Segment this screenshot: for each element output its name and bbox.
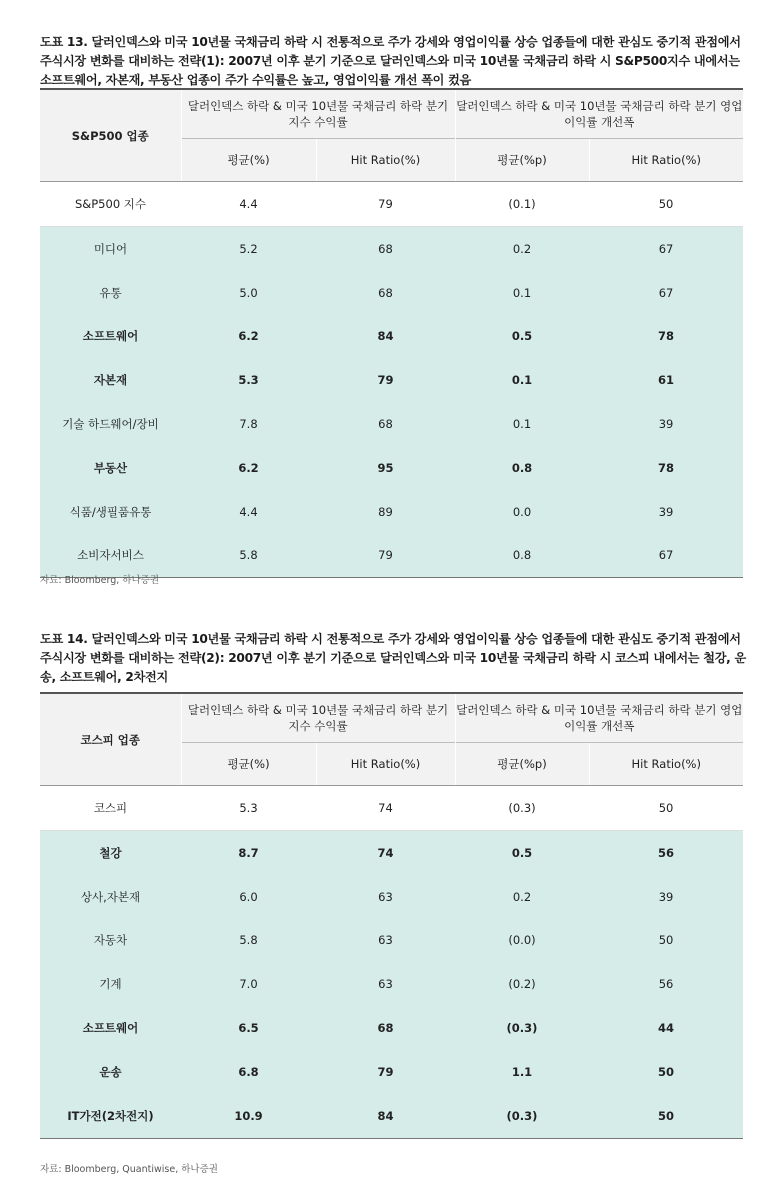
avg-return: 6.2 — [181, 446, 316, 490]
hit-ratio: 63 — [316, 875, 455, 919]
avg-margin-change: (0.1) — [455, 182, 589, 227]
sector-name: 자동차 — [40, 919, 181, 963]
sector-name: 철강 — [40, 831, 181, 875]
avg-margin-change: (0.3) — [455, 1006, 589, 1050]
avg-margin-change: (0.0) — [455, 919, 589, 963]
table-row — [40, 962, 743, 1006]
sector-name: IT가전(2차전지) — [40, 1094, 181, 1138]
hit-ratio-margin: 44 — [589, 1006, 743, 1050]
hit-ratio: 68 — [316, 227, 455, 271]
hit-ratio: 74 — [316, 786, 455, 831]
sector-name: 운송 — [40, 1050, 181, 1094]
table-row — [40, 875, 743, 919]
avg-margin-change: 0.5 — [455, 315, 589, 359]
hit-ratio: 79 — [316, 182, 455, 227]
avg-margin-change: (0.2) — [455, 962, 589, 1006]
sector-name: 코스피 — [40, 786, 181, 831]
hit-ratio-margin: 67 — [589, 271, 743, 315]
avg-return: 6.2 — [181, 315, 316, 359]
hit-ratio-margin: 67 — [589, 534, 743, 578]
sector-name: S&P500 지수 — [40, 182, 181, 227]
avg-margin-change: 0.0 — [455, 490, 589, 534]
hit-ratio-margin: 56 — [589, 962, 743, 1006]
sector-name: 부동산 — [40, 446, 181, 490]
sector-name: 유통 — [40, 271, 181, 315]
sector-name: 소프트웨어 — [40, 315, 181, 359]
avg-margin-change: 0.8 — [455, 446, 589, 490]
hit-ratio-margin: 39 — [589, 875, 743, 919]
table14-sub-avg: 평균(%) — [181, 743, 316, 786]
avg-return: 6.8 — [181, 1050, 316, 1094]
avg-return: 5.3 — [181, 786, 316, 831]
avg-margin-change: (0.3) — [455, 1094, 589, 1138]
table-row — [40, 446, 743, 490]
avg-margin-change: 0.2 — [455, 227, 589, 271]
avg-return: 5.8 — [181, 919, 316, 963]
hit-ratio-margin: 78 — [589, 315, 743, 359]
hit-ratio: 74 — [316, 831, 455, 875]
avg-margin-change: 0.5 — [455, 831, 589, 875]
hit-ratio-margin: 67 — [589, 227, 743, 271]
avg-margin-change: 0.2 — [455, 875, 589, 919]
table14-group-returns: 달러인덱스 하락 & 미국 10년물 국채금리 하락 분기 지수 수익률 — [181, 693, 455, 743]
table-row — [40, 831, 743, 875]
table14-sub-hit: Hit Ratio(%) — [316, 743, 455, 786]
avg-return: 10.9 — [181, 1094, 316, 1138]
hit-ratio-margin: 39 — [589, 402, 743, 446]
hit-ratio: 89 — [316, 490, 455, 534]
avg-return: 8.7 — [181, 831, 316, 875]
table13-sub-hit: Hit Ratio(%) — [316, 139, 455, 182]
table-row — [40, 1094, 743, 1138]
avg-return: 4.4 — [181, 490, 316, 534]
hit-ratio-margin: 78 — [589, 446, 743, 490]
table-row — [40, 227, 743, 271]
sector-name: 기술 하드웨어/장비 — [40, 402, 181, 446]
table-row — [40, 315, 743, 359]
table-row — [40, 271, 743, 315]
sector-name: 상사,자본재 — [40, 875, 181, 919]
table13-sector-header: S&P500 업종 — [40, 89, 181, 182]
hit-ratio: 68 — [316, 271, 455, 315]
hit-ratio: 63 — [316, 919, 455, 963]
sector-name: 식품/생필품유통 — [40, 490, 181, 534]
table-row — [40, 786, 743, 831]
table14-sector-header: 코스피 업종 — [40, 693, 181, 786]
sector-name: 미디어 — [40, 227, 181, 271]
hit-ratio-margin: 50 — [589, 1094, 743, 1138]
hit-ratio: 95 — [316, 446, 455, 490]
hit-ratio-margin: 61 — [589, 358, 743, 402]
table13-sub-hit2: Hit Ratio(%) — [589, 139, 743, 182]
hit-ratio: 79 — [316, 534, 455, 578]
table-row — [40, 490, 743, 534]
hit-ratio: 84 — [316, 1094, 455, 1138]
table-row — [40, 1050, 743, 1094]
hit-ratio: 68 — [316, 1006, 455, 1050]
table-row — [40, 402, 743, 446]
table-row — [40, 919, 743, 963]
table13-source: 자료: Bloomberg, 하나증권 — [40, 575, 160, 586]
avg-margin-change: (0.3) — [455, 786, 589, 831]
avg-return: 4.4 — [181, 182, 316, 227]
table13-sub-avgp: 평균(%p) — [455, 139, 589, 182]
hit-ratio-margin: 56 — [589, 831, 743, 875]
table13-sub-avg: 평균(%) — [181, 139, 316, 182]
sector-name: 기계 — [40, 962, 181, 1006]
hit-ratio: 79 — [316, 358, 455, 402]
avg-margin-change: 0.1 — [455, 271, 589, 315]
avg-return: 5.2 — [181, 227, 316, 271]
avg-margin-change: 0.1 — [455, 402, 589, 446]
sector-name: 자본재 — [40, 358, 181, 402]
table14-sub-hit2: Hit Ratio(%) — [589, 743, 743, 786]
hit-ratio-margin: 50 — [589, 1050, 743, 1094]
hit-ratio-margin: 50 — [589, 182, 743, 227]
sector-name: 소비자서비스 — [40, 534, 181, 578]
hit-ratio: 79 — [316, 1050, 455, 1094]
avg-return: 5.3 — [181, 358, 316, 402]
hit-ratio: 68 — [316, 402, 455, 446]
hit-ratio-margin: 50 — [589, 919, 743, 963]
hit-ratio: 63 — [316, 962, 455, 1006]
hit-ratio-margin: 39 — [589, 490, 743, 534]
table14-source: 자료: Bloomberg, Quantiwise, 하나증권 — [40, 1164, 218, 1175]
table13-group-margin: 달러인덱스 하락 & 미국 10년물 국채금리 하락 분기 영업이익률 개선폭 — [455, 89, 743, 139]
table-row — [40, 1006, 743, 1050]
avg-margin-change: 0.1 — [455, 358, 589, 402]
table13-caption: 도표 13. 달러인덱스와 미국 10년물 국채금리 하락 시 전통적으로 주가 강세와 영업이익률 상승 업종들에 대한 관심도 중기적 관점에서 주식시장 변화를 대비하는 전략(1): 2007년 이후 분기 기준으로 달러인덱스와 미국 10년물 국채금리 하락 시 S&P500지수 내에서는 소프트웨어, 자본재, 부동산 업종이 주가 수익률은 높고, 영업이익률 개선 폭이 컸음 — [40, 35, 741, 87]
avg-margin-change: 1.1 — [455, 1050, 589, 1094]
table14-sub-avgp: 평균(%p) — [455, 743, 589, 786]
hit-ratio-margin: 50 — [589, 786, 743, 831]
sector-name: 소프트웨어 — [40, 1006, 181, 1050]
avg-return: 7.8 — [181, 402, 316, 446]
avg-return: 7.0 — [181, 962, 316, 1006]
table14-caption: 도표 14. 달러인덱스와 미국 10년물 국채금리 하락 시 전통적으로 주가 강세와 영업이익률 상승 업종들에 대한 관심도 중기적 관점에서 주식시장 변화를 대비하는 전략(2): 2007년 이후 분기 기준으로 달러인덱스와 미국 10년물 국채금리 하락 시 코스피 내에서는 철강, 운송, 소프트웨어, 2차전지 — [40, 632, 746, 684]
avg-return: 6.0 — [181, 875, 316, 919]
avg-return: 5.0 — [181, 271, 316, 315]
avg-return: 6.5 — [181, 1006, 316, 1050]
hit-ratio: 84 — [316, 315, 455, 359]
avg-return: 5.8 — [181, 534, 316, 578]
table-row — [40, 182, 743, 227]
table13 — [40, 88, 743, 578]
table13-group-returns: 달러인덱스 하락 & 미국 10년물 국채금리 하락 분기 지수 수익률 — [181, 89, 455, 139]
table14-group-margin: 달러인덱스 하락 & 미국 10년물 국채금리 하락 분기 영업이익률 개선폭 — [455, 693, 743, 743]
table-row — [40, 358, 743, 402]
avg-margin-change: 0.8 — [455, 534, 589, 578]
table14 — [40, 692, 743, 1139]
